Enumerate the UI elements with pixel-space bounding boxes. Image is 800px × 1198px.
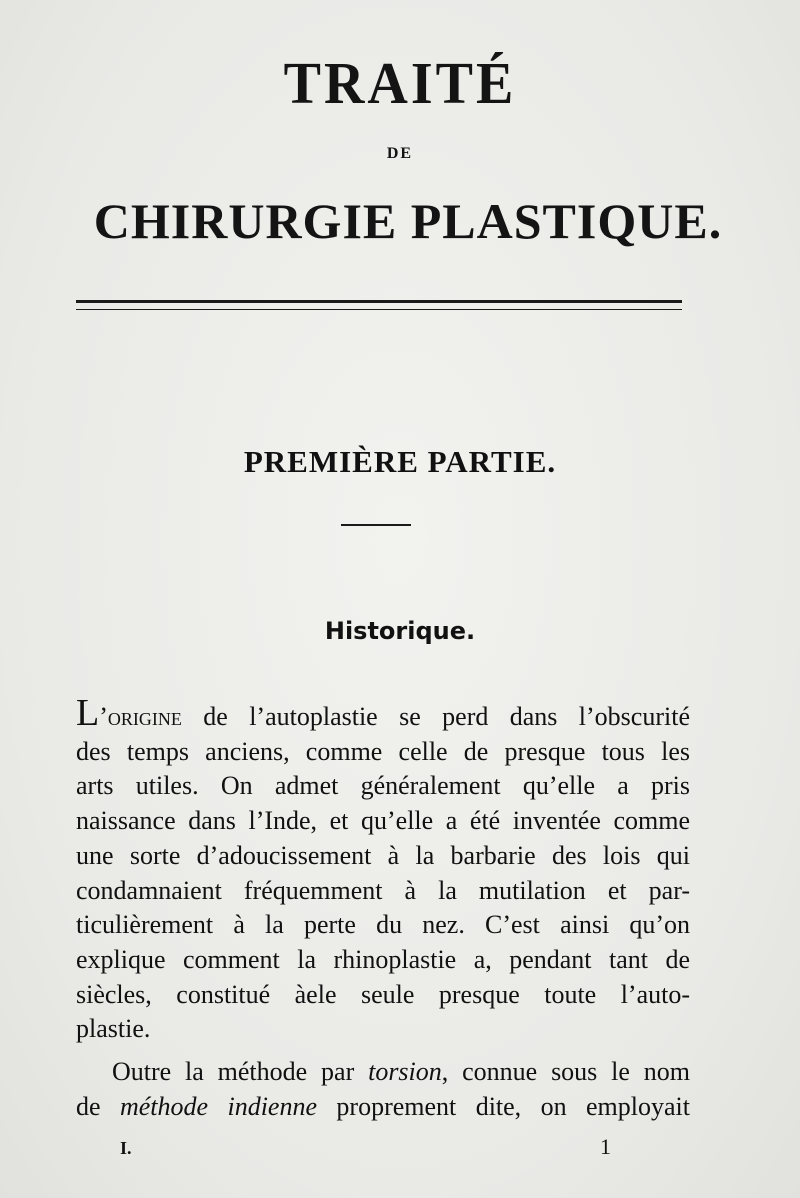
text-line: des temps anciens, comme celle de presque tous les bbox=[76, 736, 690, 766]
drop-cap: L bbox=[76, 692, 100, 734]
title-main: TRAITÉ bbox=[283, 51, 517, 117]
title-subtitle: CHIRURGIE PLASTIQUE. bbox=[93, 193, 723, 249]
text-run: proprement dite, on employait bbox=[317, 1091, 690, 1121]
section-heading: Historique. bbox=[324, 617, 476, 645]
double-rule-divider bbox=[76, 300, 682, 310]
text-line-content: de l’autoplastie se perd dans l’obscurité bbox=[181, 702, 690, 731]
text-line: arts utiles. On admet généralement qu’elle a pris bbox=[76, 771, 690, 801]
text-run: Outre la méthode par bbox=[112, 1057, 369, 1087]
text-line: une sorte d’adoucissement à la barbarie des lois qui bbox=[76, 840, 690, 870]
smallcaps-word: ’origine bbox=[99, 702, 182, 731]
text-line: naissance dans l’Inde, et qu’elle a été inventée comme bbox=[76, 806, 690, 836]
text-run: , connue sous le nom bbox=[441, 1057, 690, 1087]
part-heading: PREMIÈRE PARTIE. bbox=[243, 444, 557, 479]
signature-mark: I. bbox=[120, 1138, 132, 1158]
short-rule-divider bbox=[341, 524, 411, 526]
page-number: 1 bbox=[600, 1134, 611, 1159]
text-line: siècles, constitué àele seule presque toute l’auto- bbox=[76, 979, 690, 1009]
italic-term: méthode indienne bbox=[119, 1091, 317, 1121]
text-line: explique comment la rhinoplastie a, pendant tant de bbox=[76, 944, 690, 974]
body-text bbox=[76, 692, 690, 1124]
text-line bbox=[76, 692, 690, 735]
title-de: DE bbox=[386, 145, 414, 162]
paragraph-2 bbox=[76, 1055, 690, 1124]
italic-term: torsion bbox=[368, 1057, 442, 1087]
text-line bbox=[76, 1090, 690, 1125]
paragraph-1 bbox=[76, 692, 690, 1047]
text-line: condamnaient fréquemment à la mutilation et par- bbox=[76, 875, 690, 905]
text-run: de bbox=[76, 1091, 120, 1121]
text-line bbox=[76, 1055, 690, 1090]
text-line: plastie. bbox=[76, 1014, 151, 1044]
text-line: ticulièrement à la perte du nez. C’est ainsi qu’on bbox=[76, 910, 690, 940]
